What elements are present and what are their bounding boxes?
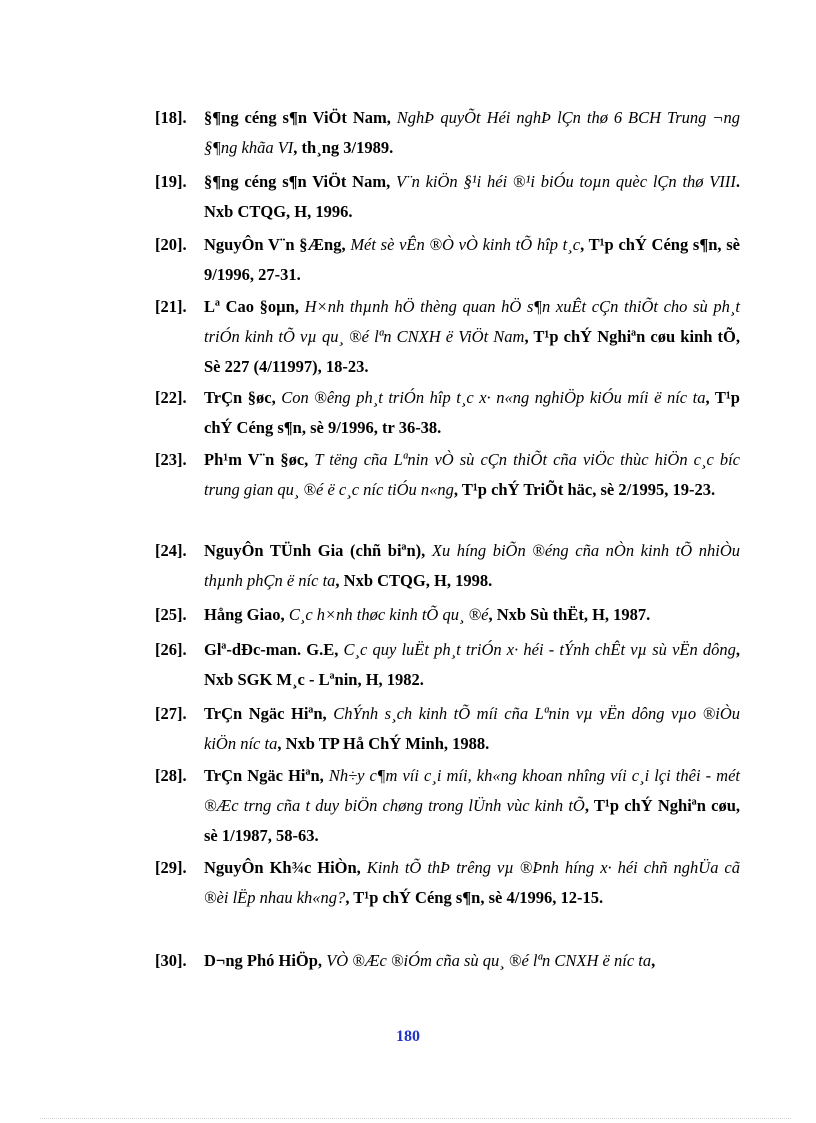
reference-title: V¨n kiÖn §¹i héi ®¹i biÓu toµn quèc lÇn thø VIII (396, 172, 736, 191)
reference-number: [28]. (155, 766, 187, 785)
reference-item (155, 445, 740, 505)
reference-author: NguyÔn Kh¾c HiÒn, (204, 858, 367, 877)
reference-author: TrÇn §øc, (204, 388, 282, 407)
reference-author: §¶ng céng s¶n ViÖt Nam, (204, 172, 396, 191)
reference-title: T tëng cña Lªnin vÒ sù cÇn thiÕt cña viÖc thùc hiÖn c¸c bíc trung gian qu¸ ®é ë c¸c níc tiÓu n«ng (204, 450, 740, 499)
reference-author: Glª-dÐc-man. G.E, (204, 640, 344, 659)
reference-item (155, 383, 740, 443)
reference-source: , T¹p chÝ Nghiªn cøu kinh tÕ, Sè 227 (4/11997), 18-23. (204, 327, 740, 376)
reference-item (155, 167, 740, 227)
reference-item (155, 600, 740, 630)
reference-source: , th¸ng 3/1989. (293, 138, 394, 157)
reference-item (155, 853, 740, 913)
reference-number: [21]. (155, 297, 187, 316)
reference-number: [25]. (155, 605, 187, 624)
reference-title: NghÞ quyÕt Héi nghÞ lÇn thø 6 BCH Trung ¬ng §¶ng khãa VI (204, 108, 740, 157)
reference-number: [18]. (155, 108, 187, 127)
reference-item (155, 230, 740, 290)
reference-title: C¸c quy luËt ph¸t triÓn x· héi - tÝnh chÊt vµ sù vËn dông (343, 640, 736, 659)
reference-source: , Nxb CTQG, H, 1998. (335, 571, 493, 590)
reference-source: , T¹p chÝ Nghiªn cøu, sè 1/1987, 58-63. (204, 796, 740, 845)
reference-number: [29]. (155, 858, 187, 877)
reference-author: NguyÔn V¨n §Æng, (204, 235, 351, 254)
reference-source: . Nxb CTQG, H, 1996. (204, 172, 740, 221)
reference-source: , T¹p chÝ TriÕt häc, sè 2/1995, 19-23. (453, 480, 716, 499)
reference-title: VÒ ®Æc ®iÓm cña sù qu¸ ®é lªn CNXH ë níc ta (326, 951, 652, 970)
page-bottom-divider (40, 1118, 791, 1119)
page-number: 180 (396, 1028, 420, 1045)
reference-source: , Nxb Sù thËt, H, 1987. (488, 605, 651, 624)
reference-item (155, 103, 740, 163)
reference-title: Nh÷y c¶m víi c¸i míi, kh«ng khoan nhîng víi c¸i lçi thêi - mét ®Æc trng cña t duy biÖn chøng trong lÜnh vùc kinh tÕ (204, 766, 740, 815)
reference-item (155, 946, 740, 976)
reference-item (155, 635, 740, 695)
reference-title: ChÝnh s¸ch kinh tÕ míi cña Lªnin vµ vËn dông vµo ®iÒu kiÖn níc ta (204, 704, 740, 753)
reference-author: TrÇn Ngäc Hiªn, (204, 704, 334, 723)
reference-item (155, 699, 740, 759)
reference-item (155, 761, 740, 851)
reference-source: , (651, 951, 656, 970)
reference-author: NguyÔn TÜnh Gia (chñ biªn), (204, 541, 432, 560)
reference-item (155, 536, 740, 596)
reference-source: , Nxb TP Hå ChÝ Minh, 1988. (277, 734, 490, 753)
reference-source: , T¹p chÝ Céng s¶n, sè 9/1996, tr 36-38. (204, 388, 740, 437)
reference-number: [19]. (155, 172, 187, 191)
reference-number: [27]. (155, 704, 187, 723)
reference-number: [23]. (155, 450, 187, 469)
reference-author: Ph¹m V¨n §øc, (204, 450, 315, 469)
reference-item (155, 292, 740, 382)
reference-title: Mét sè vÊn ®Ò vÒ kinh tÕ hîp t¸c (350, 235, 581, 254)
reference-number: [26]. (155, 640, 187, 659)
reference-title: Kinh tÕ thÞ trêng vµ ®Þnh híng x· héi chñ nghÜa cã ®èi lËp nhau kh«ng? (204, 858, 740, 907)
reference-source: , Nxb SGK M¸c - Lªnin, H, 1982. (204, 640, 741, 689)
reference-title: Xu híng biÕn ®éng cña nÒn kinh tÕ nhiÒu thµnh phÇn ë níc ta (204, 541, 740, 590)
reference-number: [24]. (155, 541, 187, 560)
reference-author: TrÇn Ngäc Hiªn, (204, 766, 329, 785)
reference-title: C¸c h×nh thøc kinh tÕ qu¸ ®é (288, 605, 489, 624)
reference-source: , T¹p chÝ Céng s¶n, sè 9/1996, 27-31. (204, 235, 741, 284)
reference-author: Lª Cao §oµn, (204, 297, 305, 316)
reference-title: Con ®êng ph¸t triÓn hîp t¸c x· n«ng nghiÖp kiÓu míi ë níc ta (281, 388, 706, 407)
reference-number: [30]. (155, 951, 187, 970)
reference-source: , T¹p chÝ Céng s¶n, sè 4/1996, 12-15. (345, 888, 604, 907)
reference-author: Hång Giao, (204, 605, 289, 624)
reference-author: §¶ng céng s¶n ViÖt Nam, (204, 108, 397, 127)
reference-author: D¬ng Phó HiÖp, (204, 951, 327, 970)
reference-number: [20]. (155, 235, 187, 254)
reference-title: H×nh thµnh hÖ thèng quan hÖ s¶n xuÊt cÇn thiÕt cho sù ph¸t triÓn kinh tÕ vµ qu¸ ®é lªn CNXH ë ViÖt Nam (204, 297, 740, 346)
reference-number: [22]. (155, 388, 187, 407)
